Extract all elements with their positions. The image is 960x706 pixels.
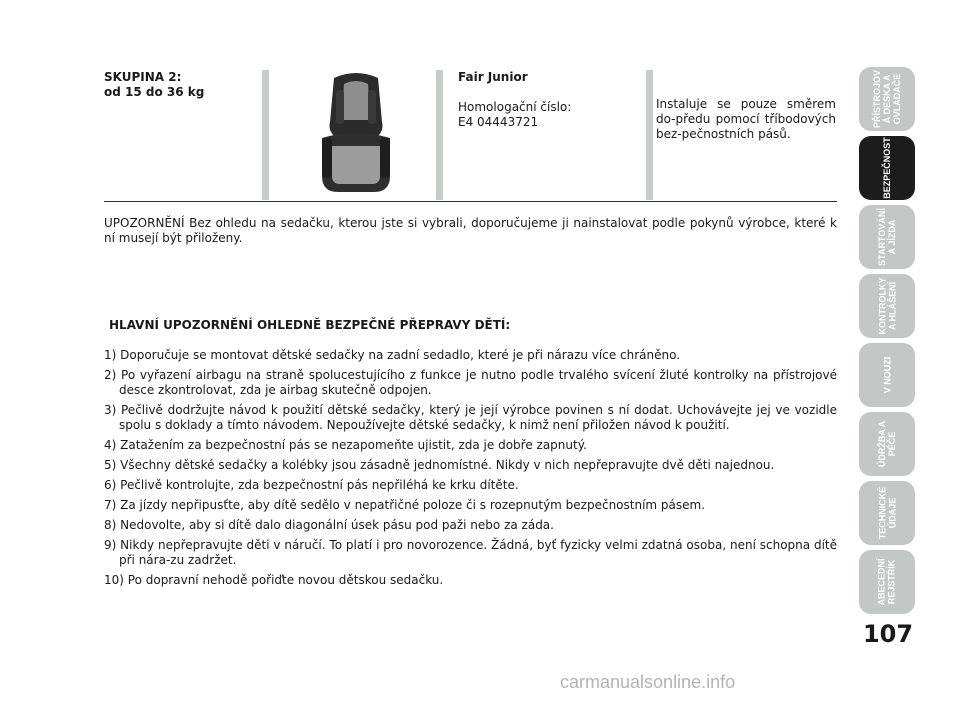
table-separator xyxy=(646,70,653,200)
table-bottom-rule xyxy=(104,201,837,202)
list-item: 8) Nedovolte, aby si dítě dalo diagonální úsek pásu pod paži nebo za záda. xyxy=(104,518,554,532)
group-weight: od 15 do 36 kg xyxy=(104,85,205,99)
list-item: 3) Pečlivě dodržujte návod k použití dětské sedačky, který je její výrobce povinen s ní dodat. Uchovávejte jej ve vozidle spolu s doklady a tímto návodem. Nepoužívejte dětské sedačky, k nimž není přiložen návod k použití. xyxy=(104,403,837,432)
homologation-label: Homologační číslo: xyxy=(458,100,572,114)
list-item: 4) Zatažením za bezpečnostní pás se nezapomeňte ujistit, zda je dobře zapnutý. xyxy=(104,438,587,452)
tab-abecedni-rejstrik[interactable]: ABECEDNÍ REJSTŘÍK xyxy=(859,550,915,614)
tab-udrzba[interactable]: ÚDRŽBA A PÉČE xyxy=(859,412,915,476)
watermark: carmanualsonline.info xyxy=(560,672,736,692)
list-item: 9) Nikdy nepřepravujte děti v náručí. To platí i pro novorozence. Žádná, byť fyzicky velmi zdatná osoba, není schopna dítě při nára-zu zadržet. xyxy=(104,538,837,567)
table-separator xyxy=(436,70,443,200)
homologation-number: E4 04443721 xyxy=(458,115,539,129)
list-item: 6) Pečlivě kontrolujte, zda bezpečnostní pás nepřiléhá ke krku dítěte. xyxy=(104,478,519,492)
list-item: 1) Doporučuje se montovat dětské sedačky na zadní sedadlo, které je při nárazu více chráněno. xyxy=(104,348,681,362)
tab-kontrolky[interactable]: KONTROLKY A HLÁŠENÍ xyxy=(859,274,915,338)
list-item: 5) Všechny dětské sedačky a kolébky jsou zásadně jednomístné. Nikdy v nich nepřepravujte dvě děti najednou. xyxy=(104,458,775,472)
list-item: 10) Po dopravní nehodě pořiďte novou dětskou sedačku. xyxy=(104,573,444,587)
group-label: SKUPINA 2: xyxy=(104,70,182,84)
tab-bezpecnost[interactable]: BEZPEČNOST xyxy=(859,136,915,200)
product-name: Fair Junior xyxy=(458,70,528,84)
table-separator xyxy=(262,70,269,200)
main-heading: HLAVNÍ UPOZORNĚNÍ OHLEDNĚ BEZPEČNÉ PŘEPRAVY DĚTÍ: xyxy=(109,318,511,332)
tab-technicke-udaje[interactable]: TECHNICKÉ ÚDAJE xyxy=(859,481,915,545)
list-item: 7) Za jízdy nepřipusťte, aby dítě sedělo v nepatřičné poloze či s rozepnutým bezpečnostním pásem. xyxy=(104,498,706,512)
group-title xyxy=(104,70,254,100)
warning-text: UPOZORNĚNÍ Bez ohledu na sedačku, kterou jste si vybrali, doporučujeme ji nainstalovat podle pokynů výrobce, které k ní musejí být přiloženy. xyxy=(104,216,837,245)
list-item: 2) Po vyřazení airbagu na straně spolucestujícího z funkce je nutno podle trvalého svícení žluté kontrolky na přístrojové desce zkontrolovat, zda je airbag skutečně odpojen. xyxy=(104,368,837,397)
safety-list xyxy=(104,348,837,593)
tab-pristrojova-deska[interactable]: PŘÍSTROJOV Á DESKA A OVLADAČE xyxy=(859,67,915,131)
child-seat-image xyxy=(318,72,394,196)
page-number: 107 xyxy=(862,620,914,648)
tab-v-nouzi[interactable]: V NOUZI xyxy=(859,343,915,407)
install-note: Instaluje se pouze směrem do-předu pomocí tříbodových bez-pečnostních pásů. xyxy=(656,97,836,141)
tab-startovani[interactable]: STARTOVÁNÍ A JÍZDA xyxy=(859,205,915,269)
product-info xyxy=(458,70,638,130)
